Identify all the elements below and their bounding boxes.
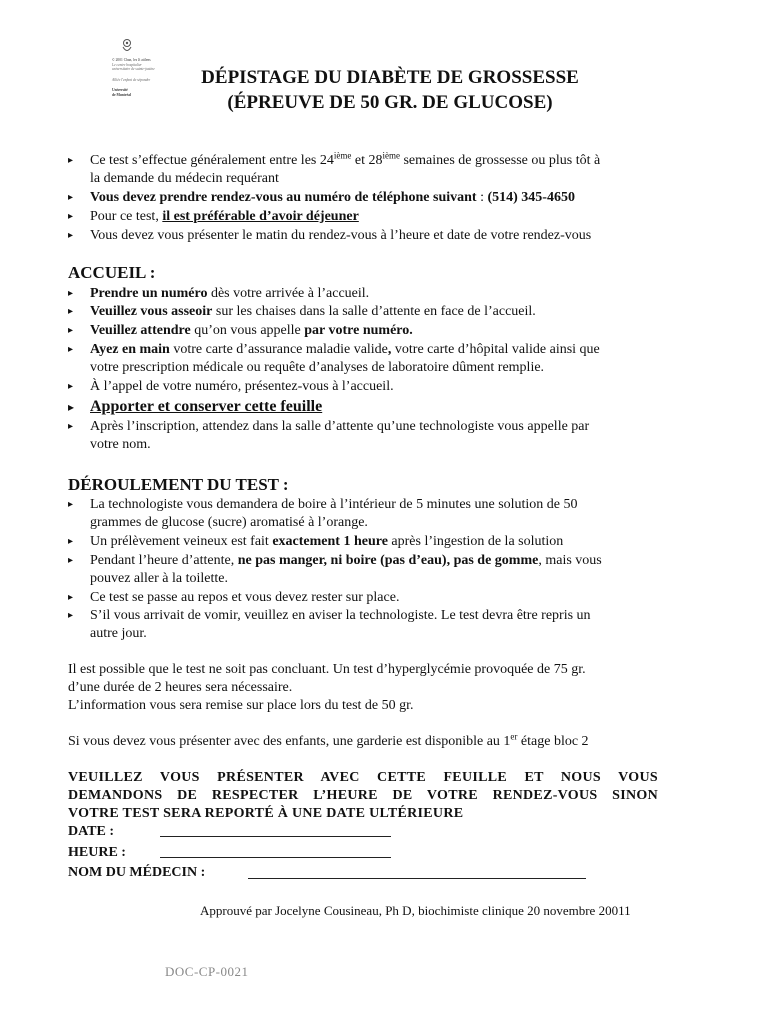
list-item: ▸ Pendant l’heure d’attente, ne pas manger, ni boire (pas d’eau), pas de gomme, mais vous pouvez aller à la toilette.	[68, 553, 602, 586]
logo-text: © 2001 Chan, les Ji atilens	[112, 58, 151, 62]
bullet-arrow-icon: ▸	[68, 555, 74, 566]
list-item: ▸ S’il vous arrivait de vomir, veuillez en aviser la technologiste. Le test devra être repris un autre jour.	[68, 608, 591, 641]
list-item: ▸ Ce test s’effectue généralement entre les 24ième et 28ième semaines de grossesse ou plus tôt à la demande du médecin requérant	[68, 150, 601, 186]
date-field[interactable]	[160, 836, 391, 837]
bullet-arrow-icon: ▸	[68, 400, 75, 414]
logo-text: de Montréal	[112, 92, 131, 97]
document-title: DÉPISTAGE DU DIABÈTE DE GROSSESSE	[201, 67, 579, 88]
bullet-arrow-icon: ▸	[68, 381, 74, 392]
bullet-arrow-icon: ▸	[68, 306, 74, 317]
logo-text: Université	[112, 88, 128, 93]
bullet-arrow-icon: ▸	[68, 344, 74, 355]
bullet-arrow-icon: ▸	[68, 421, 74, 432]
logo-text: Le centre hospitalier	[112, 62, 142, 67]
list-item	[68, 397, 670, 417]
bullet-arrow-icon: ▸	[68, 211, 74, 222]
medecin-label: NOM DU MÉDECIN :	[68, 865, 206, 880]
list-item: ▸ Prendre un numéro dès votre arrivée à l’accueil.	[68, 286, 370, 301]
note-paragraph: Il est possible que le test ne soit pas concluant. Un test d’hyperglycémie provoquée de 75 gr. d’une durée de 2 heures sera nécessaire. L’information vous sera remise sur place lors du test de 50 gr.	[68, 662, 586, 713]
list-item: ▸ Veuillez attendre qu’on vous appelle par votre numéro.	[68, 323, 413, 338]
date-label: DATE :	[68, 824, 115, 839]
notice-text: VEUILLEZ VOUS PRÉSENTER AVEC CETTE FEUILLE ET NOUS VOUS	[68, 770, 658, 785]
list-item: ▸ Un prélèvement veineux est fait exactement 1 heure après l’ingestion de la solution	[68, 534, 564, 549]
list-item: ▸ Ayez en main votre carte d’assurance maladie valide, votre carte d’hôpital valide ainsi que votre prescription médicale ou requête d’analyses de laboratoire dûment remplie.	[68, 342, 600, 375]
heure-label: HEURE :	[68, 845, 126, 860]
section-heading-deroulement: DÉROULEMENT DU TEST :	[68, 475, 289, 494]
bullet-arrow-icon: ▸	[68, 192, 74, 203]
bullet-arrow-icon: ▸	[68, 325, 74, 336]
notice-text: DEMANDONS DE RESPECTER L’HEURE DE VOTRE RENDEZ-VOUS SINON	[68, 788, 658, 803]
heure-field[interactable]	[160, 857, 391, 858]
phone-number: (514) 345-4650	[487, 190, 575, 205]
list-item: ▸ Ce test se passe au repos et vous devez rester sur place.	[68, 590, 400, 605]
bullet-arrow-icon: ▸	[68, 288, 74, 299]
note-paragraph: Si vous devez vous présenter avec des enfants, une garderie est disponible au 1er étage bloc 2	[68, 731, 589, 749]
list-item: ▸ À l’appel de votre numéro, présentez-vous à l’accueil.	[68, 379, 394, 394]
list-item: ▸ Vous devez prendre rendez-vous au numéro de téléphone suivant : (514) 345-4650	[68, 190, 575, 205]
bullet-arrow-icon: ▸	[68, 536, 74, 547]
list-item: ▸ Après l’inscription, attendez dans la salle d’attente qu’une technologiste vous appelle par votre nom.	[68, 419, 590, 452]
logo-text: Alliée l'enfant de sépondre	[112, 77, 151, 82]
emphasis-link: Apporter et conserver cette feuille	[90, 398, 323, 415]
logo-text: universitaire de sainte-justine	[112, 67, 155, 72]
bullet-arrow-icon: ▸	[68, 230, 74, 241]
bullet-arrow-icon: ▸	[68, 499, 74, 510]
document-subtitle: (ÉPREUVE DE 50 GR. DE GLUCOSE)	[227, 92, 553, 113]
list-item: ▸ Vous devez vous présenter le matin du rendez-vous à l’heure et date de votre rendez-vous	[68, 228, 592, 243]
bullet-arrow-icon: ▸	[68, 155, 74, 166]
approval-line: Approuvé par Jocelyne Cousineau, Ph D, biochimiste clinique 20 novembre 20011	[200, 903, 631, 918]
list-item: ▸ Pour ce test, il est préférable d’avoir déjeuner	[68, 209, 359, 224]
bullet-arrow-icon: ▸	[68, 610, 74, 621]
list-item: ▸ La technologiste vous demandera de boire à l’intérieur de 5 minutes une solution de 50 grammes de glucose (sucre) aromatisé à l’orange.	[68, 497, 578, 530]
medecin-field[interactable]	[248, 878, 586, 879]
list-item: ▸ Veuillez vous asseoir sur les chaises dans la salle d’attente en face de l’accueil.	[68, 304, 536, 319]
notice-text: VOTRE TEST SERA REPORTÉ À UNE DATE ULTÉRIEURE	[68, 806, 464, 821]
bullet-arrow-icon: ▸	[68, 592, 74, 603]
document-code: DOC-CP-0021	[165, 964, 249, 979]
logo-emblem-icon	[120, 38, 134, 54]
section-heading-accueil: ACCUEIL :	[68, 263, 156, 282]
